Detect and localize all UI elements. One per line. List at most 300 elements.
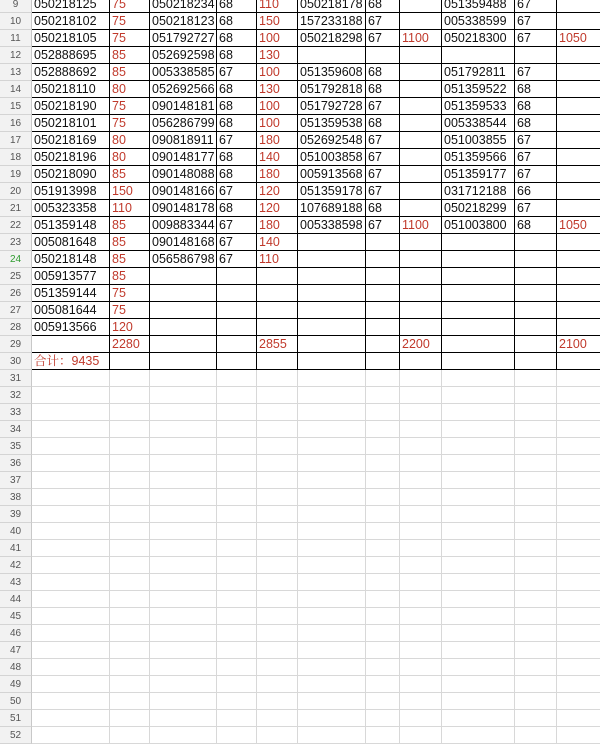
row-header[interactable]: 42 — [0, 557, 32, 574]
sheet-cell[interactable]: 005081644 — [32, 302, 110, 319]
sheet-cell[interactable] — [110, 421, 150, 438]
sheet-cell[interactable] — [32, 574, 110, 591]
sheet-cell[interactable]: 005913577 — [32, 268, 110, 285]
sheet-cell[interactable] — [442, 234, 515, 251]
sheet-cell[interactable] — [557, 200, 600, 217]
sheet-cell[interactable] — [366, 625, 400, 642]
row-header[interactable]: 43 — [0, 574, 32, 591]
sheet-cell[interactable]: 100 — [257, 115, 298, 132]
sheet-cell[interactable] — [557, 81, 600, 98]
sheet-cell[interactable]: 68 — [217, 98, 257, 115]
sheet-cell[interactable] — [217, 642, 257, 659]
sheet-cell[interactable] — [366, 234, 400, 251]
sheet-cell[interactable]: 68 — [217, 0, 257, 13]
sheet-cell[interactable] — [217, 438, 257, 455]
sheet-cell[interactable]: 180 — [257, 132, 298, 149]
sheet-cell[interactable]: 050218298 — [298, 30, 366, 47]
sheet-cell[interactable] — [257, 506, 298, 523]
sheet-cell[interactable] — [217, 523, 257, 540]
sheet-cell[interactable]: 1100 — [400, 217, 442, 234]
sheet-cell[interactable] — [400, 200, 442, 217]
sheet-cell[interactable]: 005338544 — [442, 115, 515, 132]
sheet-cell[interactable] — [515, 472, 557, 489]
sheet-cell[interactable] — [257, 676, 298, 693]
sheet-cell[interactable]: 67 — [366, 13, 400, 30]
sheet-cell[interactable]: 031712188 — [442, 183, 515, 200]
sheet-cell[interactable] — [515, 421, 557, 438]
sheet-cell[interactable] — [217, 591, 257, 608]
sheet-cell[interactable]: 67 — [217, 132, 257, 149]
sheet-cell[interactable] — [557, 608, 600, 625]
sheet-cell[interactable] — [110, 608, 150, 625]
sheet-cell[interactable]: 68 — [515, 217, 557, 234]
sheet-cell[interactable]: 052692598 — [150, 47, 217, 64]
sheet-cell[interactable] — [366, 285, 400, 302]
sheet-cell[interactable]: 050218299 — [442, 200, 515, 217]
sheet-cell[interactable] — [217, 319, 257, 336]
sheet-cell[interactable] — [366, 540, 400, 557]
sheet-cell[interactable] — [32, 489, 110, 506]
sheet-cell[interactable] — [32, 455, 110, 472]
sheet-cell[interactable] — [557, 0, 600, 13]
sheet-cell[interactable]: 85 — [110, 166, 150, 183]
sheet-cell[interactable]: 67 — [217, 217, 257, 234]
sheet-cell[interactable] — [32, 642, 110, 659]
sheet-cell[interactable]: 050218102 — [32, 13, 110, 30]
sheet-cell[interactable] — [400, 659, 442, 676]
sheet-cell[interactable] — [400, 302, 442, 319]
sheet-cell[interactable] — [217, 336, 257, 353]
sheet-cell[interactable] — [217, 302, 257, 319]
sheet-cell[interactable] — [217, 557, 257, 574]
sheet-cell[interactable]: 68 — [217, 47, 257, 64]
sheet-cell[interactable] — [366, 489, 400, 506]
row-header[interactable]: 22 — [0, 217, 32, 234]
sheet-cell[interactable] — [400, 472, 442, 489]
sheet-cell[interactable] — [442, 302, 515, 319]
sheet-cell[interactable] — [298, 659, 366, 676]
sheet-cell[interactable] — [32, 523, 110, 540]
sheet-cell[interactable] — [366, 251, 400, 268]
sheet-cell[interactable] — [257, 387, 298, 404]
sheet-cell[interactable] — [110, 710, 150, 727]
sheet-cell[interactable] — [32, 557, 110, 574]
sheet-cell[interactable] — [257, 693, 298, 710]
sheet-cell[interactable]: 051792811 — [442, 64, 515, 81]
sheet-cell[interactable] — [257, 268, 298, 285]
sheet-cell[interactable] — [32, 608, 110, 625]
sheet-cell[interactable] — [150, 608, 217, 625]
sheet-cell[interactable]: 75 — [110, 285, 150, 302]
row-header[interactable]: 52 — [0, 727, 32, 744]
sheet-cell[interactable] — [32, 625, 110, 642]
sheet-cell[interactable] — [150, 693, 217, 710]
sheet-cell[interactable] — [442, 336, 515, 353]
sheet-cell[interactable] — [366, 302, 400, 319]
sheet-cell[interactable] — [400, 710, 442, 727]
sheet-cell[interactable]: 68 — [217, 13, 257, 30]
sheet-cell[interactable]: 68 — [217, 200, 257, 217]
sheet-cell[interactable] — [400, 625, 442, 642]
sheet-cell[interactable] — [400, 506, 442, 523]
row-header[interactable]: 16 — [0, 115, 32, 132]
sheet-cell[interactable]: 005338585 — [150, 64, 217, 81]
row-header[interactable]: 10 — [0, 13, 32, 30]
sheet-cell[interactable]: 80 — [110, 132, 150, 149]
sheet-cell[interactable] — [366, 574, 400, 591]
sheet-cell[interactable] — [217, 727, 257, 744]
sheet-cell[interactable] — [442, 387, 515, 404]
sheet-cell[interactable] — [557, 659, 600, 676]
sheet-cell[interactable] — [442, 47, 515, 64]
sheet-cell[interactable] — [257, 727, 298, 744]
sheet-cell[interactable] — [557, 642, 600, 659]
sheet-cell[interactable] — [217, 370, 257, 387]
sheet-cell[interactable] — [557, 115, 600, 132]
sheet-cell[interactable] — [515, 710, 557, 727]
sheet-cell[interactable] — [150, 574, 217, 591]
sheet-cell[interactable] — [217, 455, 257, 472]
sheet-cell[interactable]: 107689188 — [298, 200, 366, 217]
sheet-cell[interactable] — [366, 710, 400, 727]
sheet-cell[interactable] — [557, 557, 600, 574]
sheet-cell[interactable]: 005338599 — [442, 13, 515, 30]
sheet-cell[interactable] — [32, 727, 110, 744]
sheet-cell[interactable] — [366, 319, 400, 336]
sheet-cell[interactable]: 050218110 — [32, 81, 110, 98]
sheet-cell[interactable]: 68 — [366, 81, 400, 98]
sheet-cell[interactable]: 67 — [515, 0, 557, 13]
sheet-cell[interactable] — [257, 625, 298, 642]
sheet-cell[interactable] — [442, 285, 515, 302]
sheet-cell[interactable]: 052888692 — [32, 64, 110, 81]
sheet-cell[interactable] — [366, 591, 400, 608]
sheet-cell[interactable] — [217, 710, 257, 727]
sheet-cell[interactable]: 051792728 — [298, 98, 366, 115]
sheet-cell[interactable] — [110, 387, 150, 404]
sheet-cell[interactable] — [557, 13, 600, 30]
sheet-cell[interactable]: 090818911 — [150, 132, 217, 149]
sheet-cell[interactable] — [217, 421, 257, 438]
sheet-cell[interactable] — [400, 234, 442, 251]
sheet-cell[interactable] — [150, 557, 217, 574]
sheet-cell[interactable]: 180 — [257, 217, 298, 234]
sheet-cell[interactable]: 85 — [110, 47, 150, 64]
sheet-cell[interactable] — [110, 523, 150, 540]
sheet-cell[interactable] — [557, 523, 600, 540]
sheet-cell[interactable]: 150 — [257, 13, 298, 30]
sheet-cell[interactable]: 67 — [366, 217, 400, 234]
sheet-cell[interactable]: 1100 — [400, 30, 442, 47]
sheet-cell[interactable] — [110, 625, 150, 642]
sheet-cell[interactable] — [400, 183, 442, 200]
sheet-cell[interactable] — [110, 591, 150, 608]
sheet-cell[interactable] — [298, 421, 366, 438]
sheet-cell[interactable] — [298, 47, 366, 64]
sheet-cell[interactable] — [515, 523, 557, 540]
sheet-cell[interactable] — [298, 234, 366, 251]
sheet-cell[interactable]: 67 — [366, 166, 400, 183]
sheet-cell[interactable] — [150, 472, 217, 489]
sheet-cell[interactable] — [298, 319, 366, 336]
sheet-cell[interactable]: 85 — [110, 251, 150, 268]
sheet-cell[interactable] — [110, 727, 150, 744]
sheet-cell[interactable]: 85 — [110, 268, 150, 285]
sheet-cell[interactable] — [150, 642, 217, 659]
sheet-cell[interactable] — [110, 506, 150, 523]
sheet-cell[interactable] — [515, 676, 557, 693]
sheet-cell[interactable] — [442, 353, 515, 370]
row-header[interactable]: 47 — [0, 642, 32, 659]
sheet-cell[interactable]: 68 — [515, 115, 557, 132]
sheet-cell[interactable] — [400, 47, 442, 64]
sheet-cell[interactable]: 67 — [366, 30, 400, 47]
sheet-cell[interactable] — [442, 472, 515, 489]
sheet-cell[interactable] — [217, 268, 257, 285]
sheet-cell[interactable]: 67 — [515, 166, 557, 183]
sheet-cell[interactable] — [366, 421, 400, 438]
sheet-cell[interactable] — [366, 370, 400, 387]
sheet-cell[interactable] — [257, 302, 298, 319]
sheet-cell[interactable] — [257, 489, 298, 506]
sheet-cell[interactable] — [110, 693, 150, 710]
sheet-cell[interactable]: 68 — [515, 98, 557, 115]
sheet-cell[interactable] — [557, 98, 600, 115]
row-header[interactable]: 35 — [0, 438, 32, 455]
sheet-cell[interactable] — [150, 727, 217, 744]
sheet-cell[interactable] — [442, 404, 515, 421]
sheet-cell[interactable]: 68 — [366, 200, 400, 217]
sheet-cell[interactable] — [557, 353, 600, 370]
sheet-cell[interactable] — [150, 540, 217, 557]
sheet-cell[interactable] — [32, 659, 110, 676]
sheet-cell[interactable]: 66 — [515, 183, 557, 200]
sheet-cell[interactable] — [366, 727, 400, 744]
sheet-cell[interactable] — [257, 404, 298, 421]
sheet-cell[interactable] — [298, 302, 366, 319]
sheet-cell[interactable] — [298, 472, 366, 489]
sheet-cell[interactable] — [400, 81, 442, 98]
sheet-cell[interactable] — [217, 506, 257, 523]
sheet-cell[interactable] — [257, 455, 298, 472]
sheet-cell[interactable] — [557, 591, 600, 608]
sheet-cell[interactable] — [442, 523, 515, 540]
sheet-cell[interactable] — [217, 676, 257, 693]
sheet-cell[interactable] — [366, 693, 400, 710]
sheet-cell[interactable] — [257, 285, 298, 302]
sheet-cell[interactable] — [150, 506, 217, 523]
sheet-cell[interactable] — [442, 251, 515, 268]
sheet-cell[interactable] — [32, 404, 110, 421]
sheet-cell[interactable] — [366, 506, 400, 523]
sheet-cell[interactable] — [298, 608, 366, 625]
sheet-cell[interactable]: 056586798 — [150, 251, 217, 268]
sheet-cell[interactable]: 68 — [515, 81, 557, 98]
sheet-cell[interactable] — [557, 710, 600, 727]
sheet-cell[interactable] — [257, 523, 298, 540]
sheet-cell[interactable] — [557, 234, 600, 251]
sheet-cell[interactable] — [400, 693, 442, 710]
row-header[interactable]: 13 — [0, 64, 32, 81]
sheet-cell[interactable]: 68 — [217, 166, 257, 183]
sheet-cell[interactable] — [515, 455, 557, 472]
sheet-cell[interactable] — [400, 353, 442, 370]
sheet-cell[interactable] — [298, 642, 366, 659]
sheet-cell[interactable] — [366, 336, 400, 353]
sheet-cell[interactable] — [442, 574, 515, 591]
sheet-cell[interactable]: 75 — [110, 115, 150, 132]
sheet-cell[interactable]: 090148168 — [150, 234, 217, 251]
sheet-cell[interactable]: 68 — [366, 115, 400, 132]
sheet-cell[interactable] — [515, 268, 557, 285]
sheet-cell[interactable] — [400, 608, 442, 625]
sheet-cell[interactable] — [442, 370, 515, 387]
sheet-cell[interactable]: 052692548 — [298, 132, 366, 149]
row-header[interactable]: 15 — [0, 98, 32, 115]
sheet-cell[interactable] — [557, 625, 600, 642]
sheet-cell[interactable] — [400, 115, 442, 132]
sheet-cell[interactable]: 85 — [110, 234, 150, 251]
sheet-cell[interactable] — [150, 404, 217, 421]
sheet-cell[interactable]: 052692566 — [150, 81, 217, 98]
sheet-cell[interactable]: 051359538 — [298, 115, 366, 132]
sheet-cell[interactable]: 150 — [110, 183, 150, 200]
sheet-cell[interactable]: 090148088 — [150, 166, 217, 183]
sheet-cell[interactable]: 051792818 — [298, 81, 366, 98]
sheet-cell[interactable]: 051359488 — [442, 0, 515, 13]
sheet-cell[interactable] — [442, 676, 515, 693]
sheet-cell[interactable] — [32, 336, 110, 353]
sheet-cell[interactable] — [257, 472, 298, 489]
sheet-cell[interactable] — [298, 336, 366, 353]
sheet-cell[interactable] — [557, 302, 600, 319]
sheet-cell[interactable]: 090148177 — [150, 149, 217, 166]
sheet-cell[interactable] — [217, 353, 257, 370]
sheet-cell[interactable]: 68 — [217, 30, 257, 47]
sheet-cell[interactable]: 050218178 — [298, 0, 366, 13]
sheet-cell[interactable] — [400, 0, 442, 13]
sheet-cell[interactable]: 120 — [110, 319, 150, 336]
sheet-cell[interactable] — [150, 370, 217, 387]
sheet-cell[interactable] — [515, 693, 557, 710]
sheet-cell[interactable] — [400, 98, 442, 115]
sheet-cell[interactable] — [557, 540, 600, 557]
sheet-cell[interactable]: 051003855 — [442, 132, 515, 149]
sheet-cell[interactable]: 2855 — [257, 336, 298, 353]
sheet-cell[interactable] — [442, 268, 515, 285]
sheet-cell[interactable]: 051359522 — [442, 81, 515, 98]
sheet-cell[interactable] — [515, 591, 557, 608]
row-header[interactable]: 25 — [0, 268, 32, 285]
sheet-cell[interactable] — [442, 489, 515, 506]
sheet-cell[interactable] — [442, 455, 515, 472]
sheet-cell[interactable] — [366, 404, 400, 421]
sheet-cell[interactable] — [257, 438, 298, 455]
sheet-cell[interactable] — [298, 404, 366, 421]
sheet-cell[interactable]: 157233188 — [298, 13, 366, 30]
sheet-cell[interactable] — [150, 710, 217, 727]
sheet-cell[interactable]: 110 — [257, 251, 298, 268]
sheet-cell[interactable] — [257, 591, 298, 608]
sheet-cell[interactable]: 051359144 — [32, 285, 110, 302]
sheet-cell[interactable]: 051913998 — [32, 183, 110, 200]
sheet-cell[interactable] — [400, 438, 442, 455]
sheet-cell[interactable] — [257, 557, 298, 574]
sheet-cell[interactable] — [400, 149, 442, 166]
sheet-cell[interactable]: 75 — [110, 98, 150, 115]
sheet-cell[interactable]: 050218190 — [32, 98, 110, 115]
sheet-cell[interactable] — [515, 251, 557, 268]
sheet-cell[interactable]: 050218169 — [32, 132, 110, 149]
sheet-cell[interactable] — [557, 166, 600, 183]
row-header[interactable]: 33 — [0, 404, 32, 421]
sheet-cell[interactable]: 67 — [515, 149, 557, 166]
sheet-cell[interactable] — [366, 268, 400, 285]
sheet-cell[interactable] — [515, 438, 557, 455]
sheet-cell[interactable] — [366, 353, 400, 370]
sheet-cell[interactable] — [557, 574, 600, 591]
sheet-cell[interactable]: 051359178 — [298, 183, 366, 200]
sheet-cell[interactable] — [32, 387, 110, 404]
sheet-cell[interactable] — [515, 625, 557, 642]
sheet-cell[interactable] — [557, 251, 600, 268]
sheet-cell[interactable] — [298, 676, 366, 693]
sheet-cell[interactable] — [515, 336, 557, 353]
sheet-cell[interactable]: 68 — [217, 81, 257, 98]
sheet-cell[interactable] — [298, 557, 366, 574]
sheet-cell[interactable]: 050218090 — [32, 166, 110, 183]
sheet-cell[interactable] — [515, 489, 557, 506]
row-header[interactable]: 36 — [0, 455, 32, 472]
sheet-cell[interactable]: 140 — [257, 149, 298, 166]
sheet-cell[interactable] — [217, 693, 257, 710]
sheet-cell[interactable]: 85 — [110, 217, 150, 234]
sheet-cell[interactable] — [32, 472, 110, 489]
sheet-cell[interactable]: 80 — [110, 81, 150, 98]
sheet-cell[interactable] — [366, 676, 400, 693]
row-header[interactable]: 12 — [0, 47, 32, 64]
sheet-cell[interactable] — [442, 693, 515, 710]
sheet-cell[interactable] — [557, 132, 600, 149]
sheet-cell[interactable] — [400, 166, 442, 183]
sheet-cell[interactable] — [298, 625, 366, 642]
row-header[interactable]: 29 — [0, 336, 32, 353]
sheet-cell[interactable] — [366, 387, 400, 404]
sheet-cell[interactable] — [298, 489, 366, 506]
sheet-cell[interactable]: 67 — [515, 132, 557, 149]
sheet-cell[interactable] — [298, 370, 366, 387]
sheet-cell[interactable] — [557, 455, 600, 472]
sheet-cell[interactable] — [557, 370, 600, 387]
row-header[interactable]: 18 — [0, 149, 32, 166]
sheet-cell[interactable] — [557, 268, 600, 285]
sheet-cell[interactable] — [515, 387, 557, 404]
row-header[interactable]: 49 — [0, 676, 32, 693]
sheet-cell[interactable] — [400, 132, 442, 149]
sheet-cell[interactable] — [515, 370, 557, 387]
sheet-cell[interactable] — [400, 13, 442, 30]
sheet-cell[interactable] — [515, 353, 557, 370]
row-header[interactable]: 51 — [0, 710, 32, 727]
sheet-cell[interactable] — [150, 421, 217, 438]
sheet-cell[interactable]: 052888695 — [32, 47, 110, 64]
row-header[interactable]: 41 — [0, 540, 32, 557]
sheet-cell[interactable] — [217, 608, 257, 625]
sheet-cell[interactable] — [515, 404, 557, 421]
sheet-cell[interactable] — [298, 387, 366, 404]
sheet-cell[interactable] — [557, 404, 600, 421]
sheet-cell[interactable]: 100 — [257, 64, 298, 81]
